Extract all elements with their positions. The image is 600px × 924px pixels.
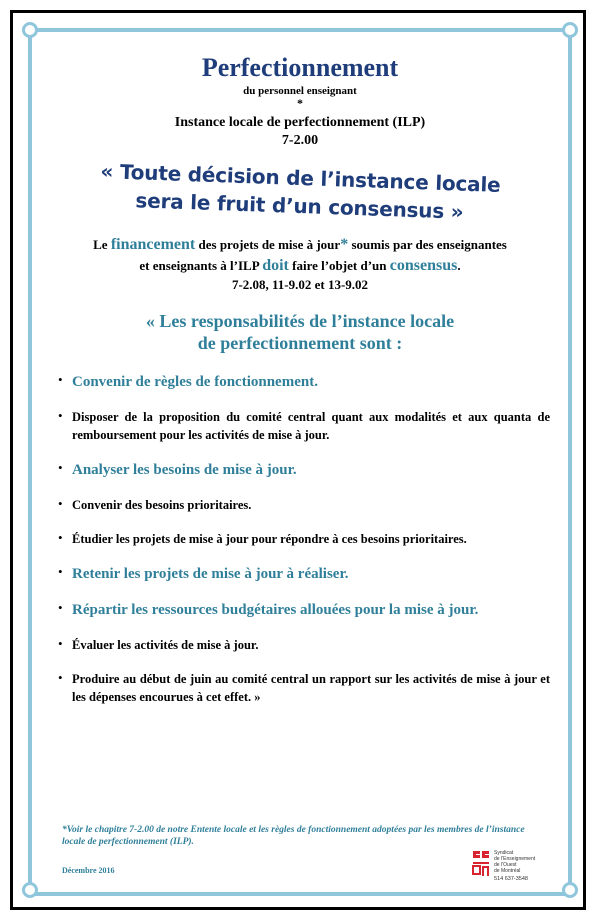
logo-line: de l’Ouest bbox=[494, 862, 517, 868]
list-item-text: Disposer de la proposition du comité central quant aux modalités et aux quanta de remboursement pour les activités de mise à jour. bbox=[72, 410, 550, 442]
list-item bbox=[50, 530, 550, 548]
quote-line-1: « Toute décision de l’instance locale bbox=[100, 159, 501, 197]
responsibilities-list bbox=[50, 372, 550, 706]
responsibilities-line-1: « Les responsabilités de l’instance locale bbox=[145, 311, 455, 331]
instance-number: 7-2.00 bbox=[281, 133, 319, 148]
logo-line: de l’Enseignement bbox=[494, 856, 536, 862]
list-item-text: Convenir de règles de fonctionnement. bbox=[72, 374, 318, 390]
union-logo bbox=[472, 848, 552, 886]
footnote: *Voir le chapitre 7-2.00 de notre Entente locale et les règles de fonctionnement adoptées par les membres de l’instance locale de perfectionnement (ILP). bbox=[62, 825, 525, 847]
corner-ornament bbox=[22, 882, 38, 898]
instance-heading: Instance locale de perfectionnement (ILP) bbox=[174, 115, 426, 130]
logo-text bbox=[494, 850, 535, 874]
list-item bbox=[50, 670, 550, 706]
list-item-text: Répartir les ressources budgétaires allouées pour la mise à jour. bbox=[72, 602, 479, 618]
responsibilities-line-2: de perfectionnement sont : bbox=[197, 333, 403, 353]
bullet-icon: • bbox=[58, 530, 63, 545]
financing-text-1: des projets de mise à jour bbox=[198, 237, 341, 252]
corner-ornament bbox=[562, 882, 578, 898]
date-label: Décembre 2016 bbox=[62, 866, 115, 875]
financing-text-2: soumis par des enseignantes bbox=[351, 237, 507, 252]
page-title: Perfectionnement bbox=[201, 53, 399, 82]
quote-line-2: sera le fruit d’un consensus » bbox=[135, 188, 464, 224]
bullet-icon: • bbox=[58, 372, 63, 387]
list-item bbox=[50, 372, 550, 392]
list-item bbox=[50, 636, 550, 654]
poster-content bbox=[50, 52, 550, 722]
list-item bbox=[50, 408, 550, 444]
list-item-text: Analyser les besoins de mise à jour. bbox=[72, 462, 297, 478]
highlight-financement: financement bbox=[110, 236, 196, 253]
corner-ornament bbox=[22, 22, 38, 38]
list-item bbox=[50, 496, 550, 514]
list-item-text: Étudier les projets de mise à jour pour répondre à ces besoins prioritaires. bbox=[72, 532, 467, 546]
list-item-text: Produire au début de juin au comité central un rapport sur les activités de mise à jour et les dépenses encourues à cet effet. » bbox=[72, 672, 550, 704]
bullet-icon: • bbox=[58, 670, 63, 685]
bullet-icon: • bbox=[58, 408, 63, 423]
bullet-icon: • bbox=[58, 460, 63, 475]
financing-text-3: et enseignants à l’ILP bbox=[139, 258, 259, 273]
bullet-icon: • bbox=[58, 600, 63, 615]
financing-text-4: faire l’objet d’un bbox=[292, 258, 387, 273]
responsibilities-heading bbox=[50, 310, 550, 354]
list-item bbox=[50, 460, 550, 480]
asterisk: * bbox=[297, 96, 303, 110]
consensus-quote bbox=[49, 155, 551, 228]
logo-line: de Montréal bbox=[494, 868, 521, 874]
highlight-doit: doit bbox=[262, 257, 289, 274]
corner-ornament bbox=[562, 22, 578, 38]
financing-period: . bbox=[457, 258, 461, 273]
logo-phone: 514 637-3548 bbox=[494, 876, 528, 882]
bullet-icon: • bbox=[58, 496, 63, 511]
financing-star: * bbox=[340, 236, 349, 253]
list-item-text: Convenir des besoins prioritaires. bbox=[72, 498, 252, 512]
financing-paragraph bbox=[50, 234, 550, 276]
bullet-icon: • bbox=[58, 636, 63, 651]
list-item-text: Évaluer les activités de mise à jour. bbox=[72, 638, 259, 652]
highlight-consensus: consensus bbox=[389, 257, 458, 274]
seom-logo-icon bbox=[472, 850, 490, 878]
logo-line: Syndicat bbox=[494, 850, 514, 856]
page-subtitle: du personnel enseignant bbox=[243, 85, 357, 97]
word-le: Le bbox=[93, 237, 108, 252]
list-item bbox=[50, 600, 550, 620]
list-item bbox=[50, 564, 550, 584]
bullet-icon: • bbox=[58, 564, 63, 579]
article-references: 7-2.08, 11-9.02 et 13-9.02 bbox=[231, 277, 369, 292]
list-item-text: Retenir les projets de mise à jour à réaliser. bbox=[72, 566, 349, 582]
